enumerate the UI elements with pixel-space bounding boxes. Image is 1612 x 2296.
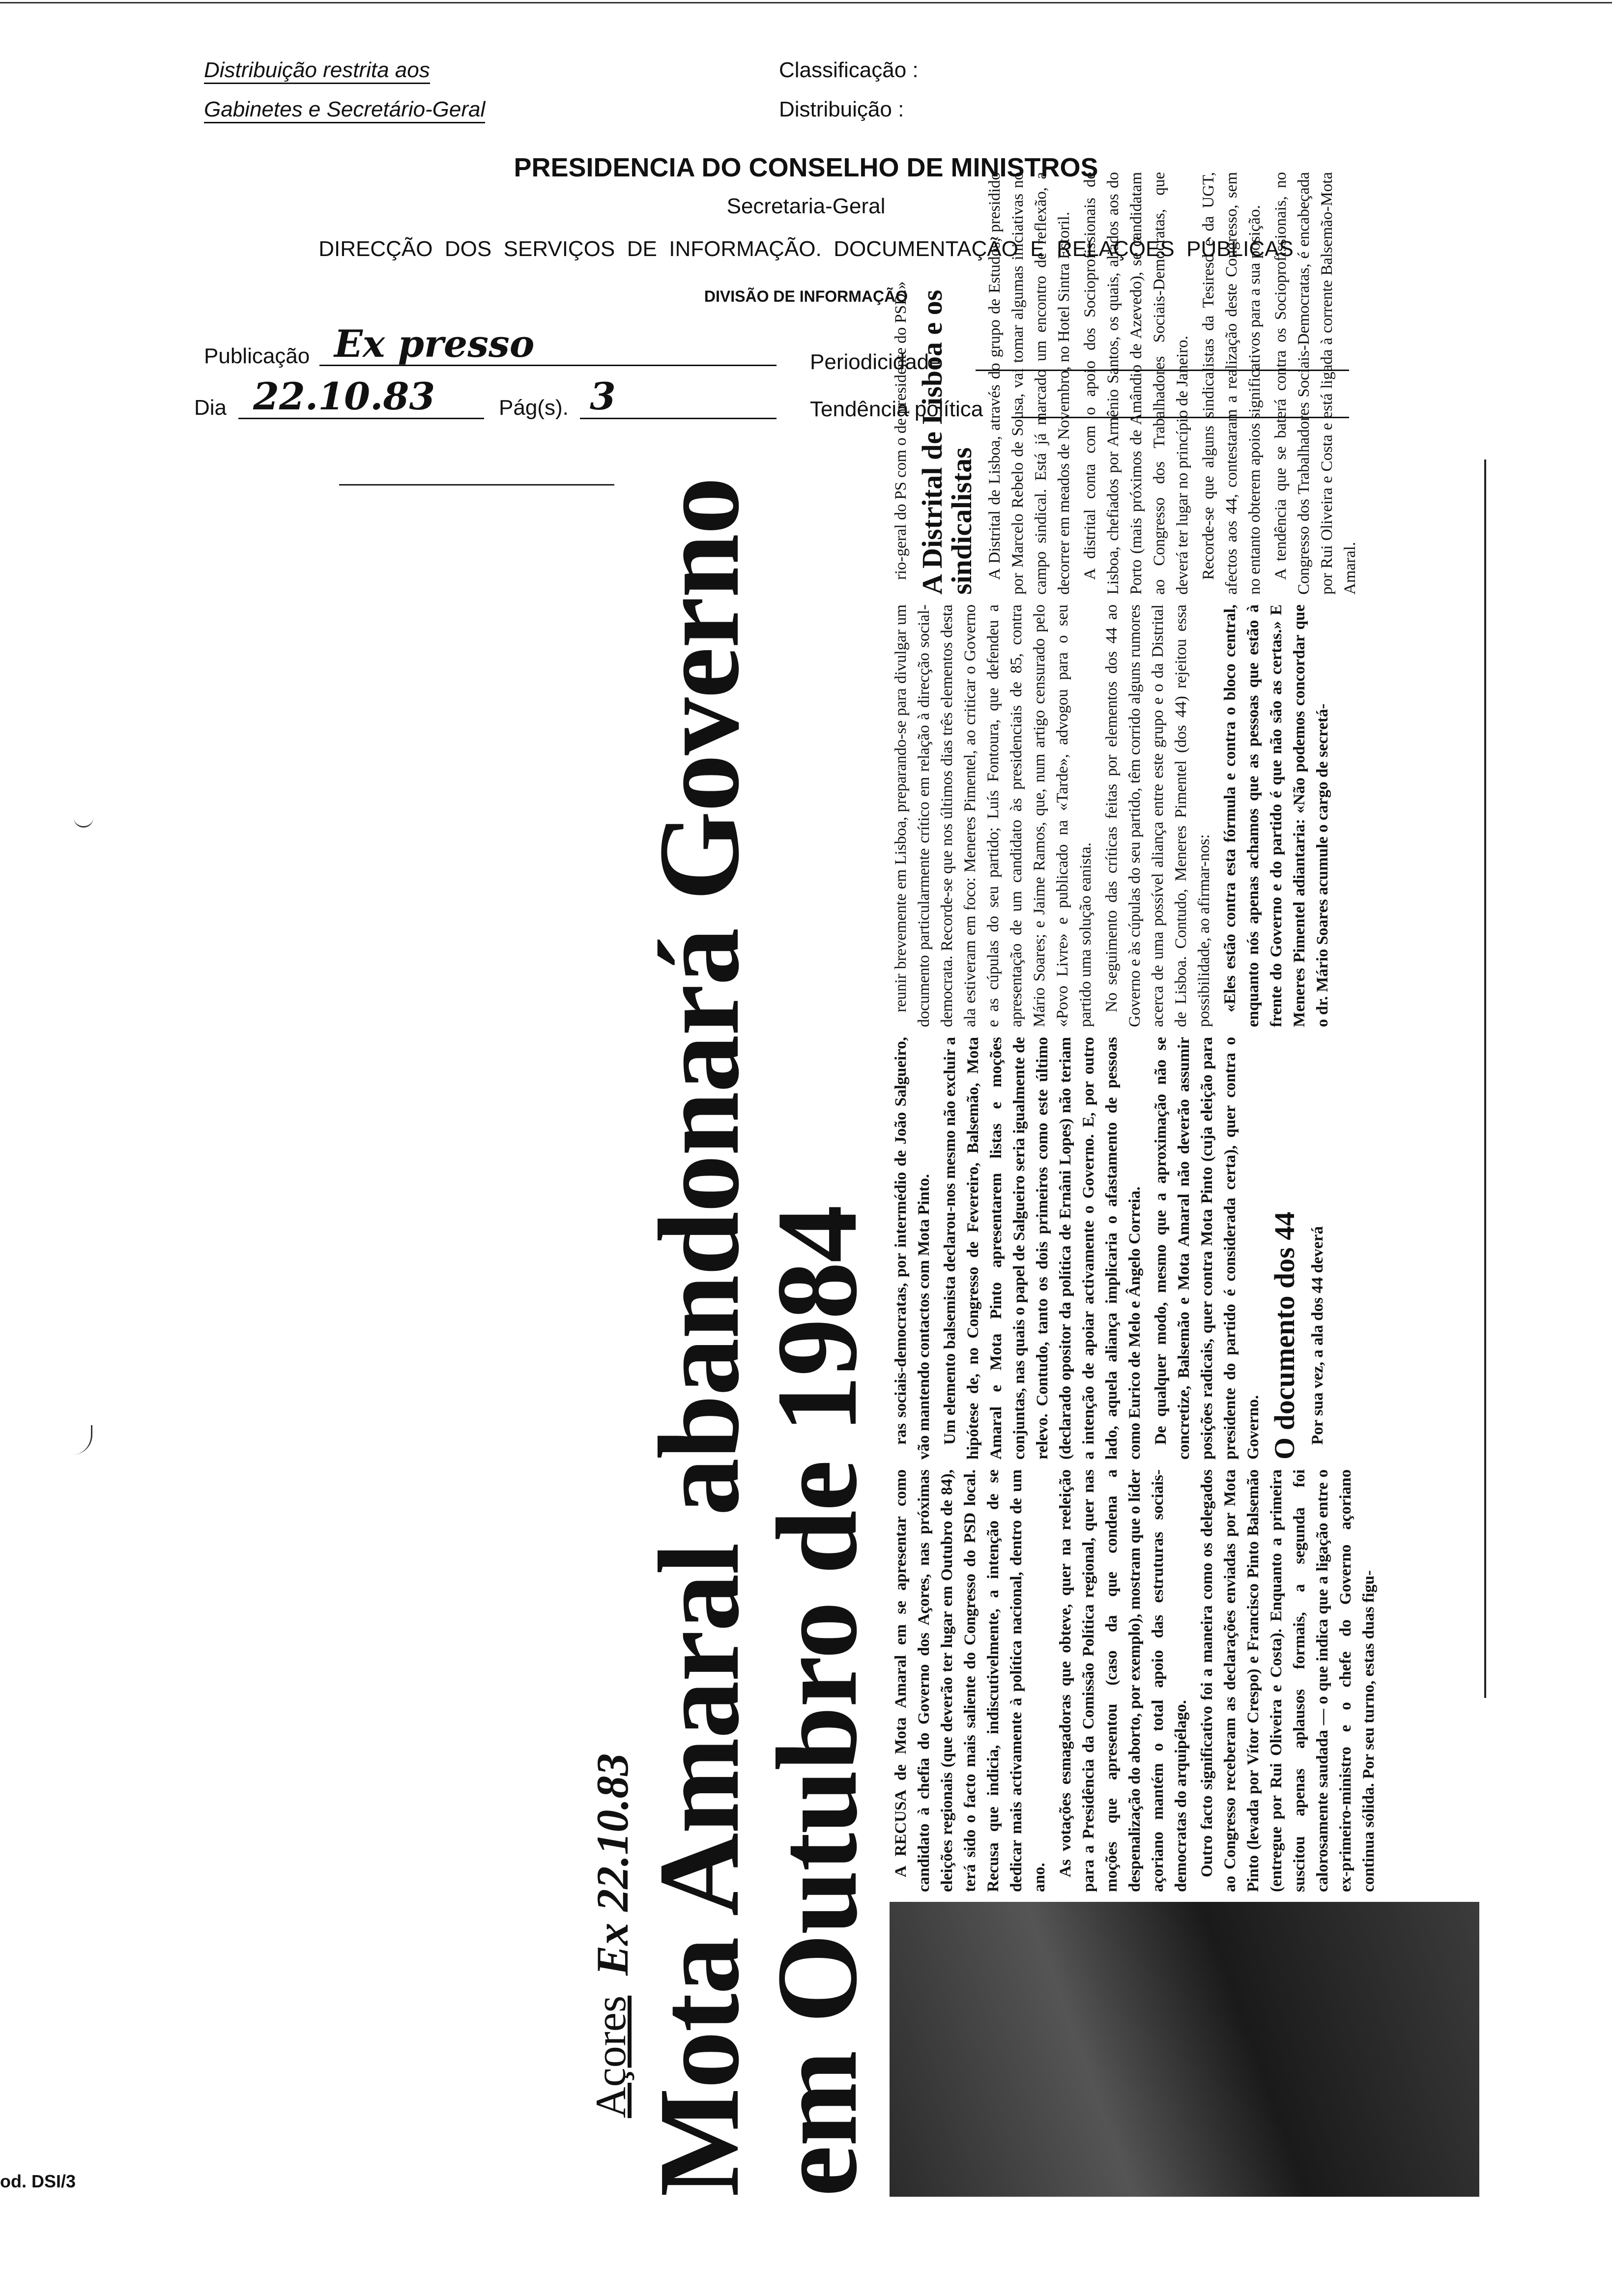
scan-mark [74, 813, 93, 828]
distribution-label: Distribuição : [779, 97, 904, 121]
article-column-3 [890, 604, 1337, 1027]
section-label: Açores [587, 1995, 635, 2118]
publication-handwritten: Ex presso [334, 322, 535, 366]
col4-paragraph: A distrital conta com o apoio dos Socioprofissionais de Lisboa, chefiados por Armênio Santos, os quais, aliados aos do Porto (mais próximos de Amândio de Azevedo), se candidatam ao Congresso dos Trabalhadores Sociais-Democratas, que deverá ter lugar no princípio de Janeiro. [1081, 172, 1191, 595]
col3-paragraph: «Eles estão contra esta fórmula e contra o bloco central, enquanto nós apenas achamos que as pessoas que estão à frente do Governo e do partido é que não são as certas.» E Meneres Pimentel adiantaria: «Não podemos concordar que o dr. Mário Soares acumule o cargo de secretá- [1221, 604, 1331, 1027]
distribution-restricted-line1: Distribuição restrita aos [204, 58, 430, 84]
separator-rule [339, 484, 614, 486]
article-column-1 [890, 1469, 1383, 1892]
pages-handwritten: 3 [590, 374, 616, 418]
col2-paragraph: Por sua vez, a ala dos 44 deverá [1309, 1226, 1326, 1445]
col3-paragraph: No seguimento das críticas feitas por elementos dos 44 ao Governo e às cúpulas do seu partido, têm corrido alguns rumores acerca de uma possível aliança entre este grupo e o da Distrital de Lisboa. Contudo, Meneres Pimentel (dos 44) rejeitou essa possibilidade, ao afirmar-nos: [1103, 604, 1213, 1027]
col2-paragraph: Um elemento balsemista declarou-nos mesmo não excluir a hipótese de, no Congresso de Fevereiro, Balsemão, Mota Amaral e Mota Pinto apresentarem listas e moções conjuntas, nas quais o papel de Salgueiro seria igualmente de relevo. Contudo, tanto os dois primeiros como este último (declarado opositor da política de Ernâni Lopes) não teriam a intenção de apoiar activamente o Governo. E, por outro lado, aquela aliança implicaria o afastamento de pessoas como Eurico de Melo e Ângelo Correia. [941, 1037, 1144, 1460]
org-subtitle: Secretaria-Geral [726, 194, 886, 218]
subhead-documento-44: O documento dos 44 [1268, 1211, 1300, 1460]
col2-paragraph: ras sociais-democratas, por intermédio de João Salgueiro, vão mantendo contactos com Mota Pinto. [892, 1037, 933, 1460]
col4-paragraph: Recorde-se que alguns sindicalistas da Tesiresd e da UGT, afectos aos 44, contestaram a realização deste Congresso, sem no entanto obterem apoios significativos para a sua posição. [1200, 172, 1264, 595]
col4-paragraph: A tendência que se baterá contra os Socioprofissionais, no Congresso dos Trabalhadores Sociais-Democratas, é encabeçada por Rui Oliveira e Costa e está ligada à corrente Balsemão-Mota Amaral. [1272, 172, 1359, 595]
day-handwritten: 22.10.83 [253, 374, 435, 418]
headline-line2: em Outubro de 1984 [753, 1205, 881, 2197]
top-rule [0, 2, 1612, 3]
article-photo [890, 1902, 1479, 2197]
col1-paragraph: A RECUSA de Mota Amaral em se apresentar como candidato à chefia do Governo dos Açores, nas próximas eleições regionais (que deverão ter lugar em Outubro de 84), terá sido o facto mais saliente do Congresso do PSD local. Recusa que indicia, indiscutivelmente, a intenção de se dedicar mais activamente à política nacional, dentro de um ano. [892, 1469, 1048, 1892]
classification-label: Classificação : [779, 58, 919, 82]
headline-line1: Mota Amaral abandonará Governo [635, 478, 763, 2197]
col1-paragraph: As votações esmagadoras que obteve, quer na reeleição para a Presidência da Comissão Política regional, quer nas moções que apresentou (caso da que condena a despenalização do aborto, por exemplo), mostram que o líder açoriano mantém o total apoio das estruturas sociais-democratas do arquipélago. [1057, 1469, 1190, 1892]
article-column-4 [890, 172, 1365, 595]
form-code: od. DSI/3 [0, 2171, 76, 2191]
publication-label: Publicação [204, 344, 310, 368]
org-title: PRESIDENCIA DO CONSELHO DE MINISTROS [514, 153, 1098, 182]
col4-paragraph: rio-geral do PS com o de presidente do PSD.» [892, 281, 910, 580]
directorate-title: DIRECÇÃO DOS SERVIÇOS DE INFORMAÇÃO. DOCUMENTAÇÃO E RELAÇÕES PÚBLICAS [318, 237, 1294, 261]
periodicity-label: Periodicidade [810, 350, 941, 374]
subhead-distrital-lisboa: A Distrital de Lisboa e os sindicalistas [916, 289, 978, 595]
tendency-label: Tendência política [810, 397, 983, 421]
col3-paragraph: reunir brevemente em Lisboa, preparando-se para divulgar um documento particularmente crítico em relação à direcção social-democrata. Recorde-se que nos últimos dias três elementos desta ala estiveram em foco: Meneres Pimentel, ao criticar o Governo e as cúpulas do seu partido; Luís Fontoura, que defendeu a apresentação de um candidato às presidenciais de 85, contra Mário Soares; e Jaime Ramos, que, num artigo censurado pelo «Povo Livre» e publicado na «Tarde», advogou para o seu partido uma solução eanista. [892, 604, 1094, 1027]
col4-paragraph: A Distrital de Lisboa, através do grupo de Estudos, presidido por Marcelo Rebelo de Sousa, vai tomar algumas iniciativas no campo sindical. Está já marcado um encontro de reflexão, a decorrer em meados de Novembro, no Hotel Sintra Estoril. [986, 172, 1073, 595]
division-title: DIVISÃO DE INFORMAÇÃO [704, 287, 908, 305]
col1-paragraph: Outro facto significativo foi a maneira como os delegados ao Congresso receberam as declarações enviadas por Mota Pinto (levada por Vítor Crespo) e Francisco Pinto Balsemão (entregue por Rui Oliveira e Costa). Enquanto a primeira suscitou apenas aplausos formais, a segunda foi calorosamente saudada — o que indica que a ligação entre o ex-primeiro-ministro e o chefe do Governo açoriano continua sólida. Por seu turno, estas duas figu- [1198, 1469, 1378, 1892]
scan-mark [71, 1425, 92, 1455]
distribution-restricted-line2: Gabinetes e Secretário-Geral [204, 97, 485, 123]
day-label: Dia [194, 396, 227, 420]
pages-label: Pág(s). [499, 396, 569, 420]
col2-paragraph: De qualquer modo, mesmo que a aproximação não se concretize, Balsemão e Mota Amaral não deverão assumir posições radicais, quer contra Mota Pinto (cuja eleição para presidente do partido é considerada certa), quer contra o Governo. [1152, 1037, 1262, 1460]
clipping-edge-rule [1484, 459, 1486, 1698]
article-column-2 [890, 1037, 1332, 1460]
article-handwritten-date: Ex 22.10.83 [587, 1753, 637, 1976]
